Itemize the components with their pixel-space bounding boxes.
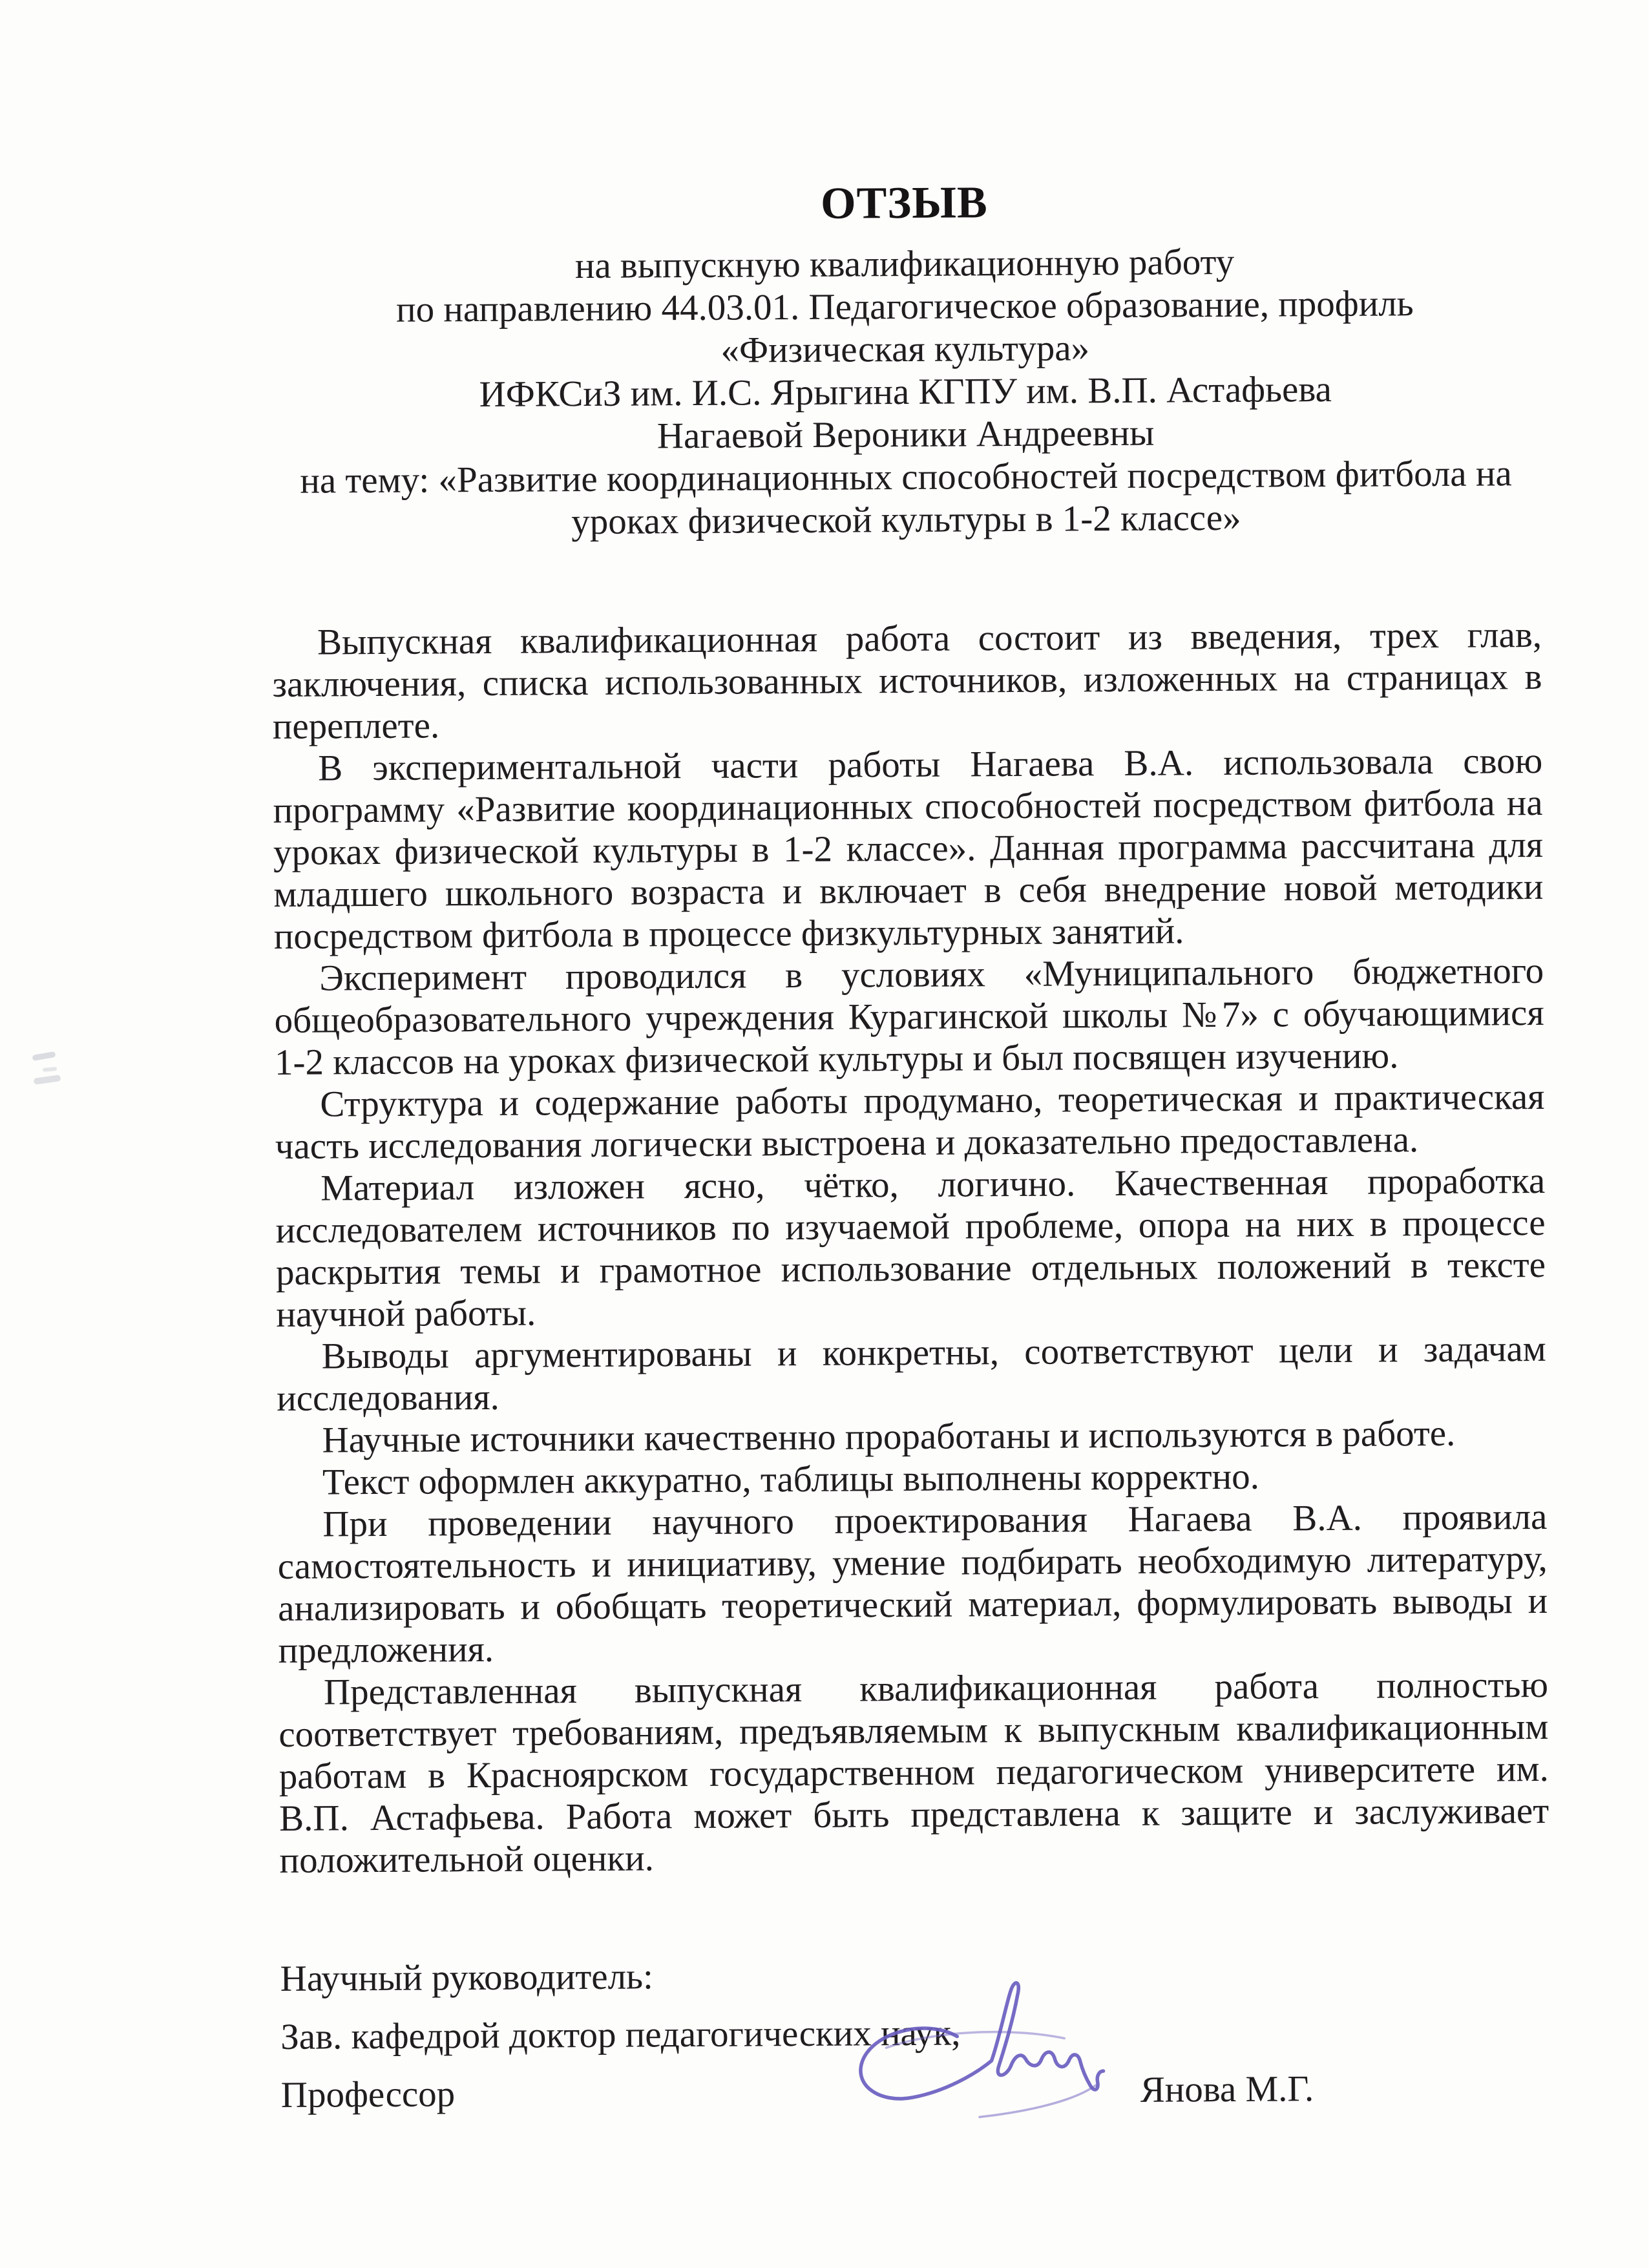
header-line: на тему: «Развитие координационных способностей посредством фитбола на — [300, 453, 1512, 501]
scan-smudge — [43, 1067, 57, 1072]
header-line: «Физическая культура» — [720, 328, 1090, 371]
paragraph: В экспериментальной части работы Нагаева В.А. использовала свою программу «Развитие координационных способностей посредством фитбола на уроках физической культуры в 1-2 классе». Данная программа рассчитана для младшего школьного возраста и включает в себя внедрение новой методики посредством фитбола в процессе физкультурных занятий. — [273, 740, 1544, 957]
paragraph: Структура и содержание работы продумано, теоретическая и практическая часть исследования логически выстроена и доказательно предоставлена. — [275, 1076, 1545, 1167]
header-line: ИФКСиЗ им. И.С. Ярыгина КГПУ им. В.П. Астафьева — [479, 368, 1332, 415]
signature-block — [280, 1942, 1551, 2125]
header-line: на выпускную квалификационную работу — [574, 241, 1235, 287]
paragraph: Текст оформлен аккуратно, таблицы выполнены корректно. — [322, 1456, 1260, 1503]
signature-tail-stroke — [980, 2085, 1096, 2117]
header-line: Нагаевой Вероники Андреевны — [656, 412, 1155, 457]
supervisor-label: Научный руководитель: — [280, 1956, 654, 1999]
paragraph: При проведении научного проектирования Нагаева В.А. проявила самостоятельность и инициативу, умение подбирать необходимую литературу, анализировать и обобщать теоретический материал, формулировать выводы и предложения. — [277, 1496, 1548, 1671]
document-header — [269, 239, 1541, 545]
paragraph: Материал изложен ясно, чётко, логично. Качественная проработка исследователем источников по изучаемой проблеме, опора на них в процессе раскрытия темы и грамотное использование отдельных положений в тексте научной работы. — [275, 1160, 1546, 1335]
header-line: уроках физической культуры в 1-2 классе» — [571, 497, 1241, 543]
scan-smudge — [34, 1075, 61, 1085]
paragraph: Выводы аргументированы и конкретны, соответствуют цели и задачам исследования. — [277, 1328, 1546, 1419]
paragraph: Научные источники качественно проработаны и используются в работе. — [322, 1412, 1456, 1461]
paragraph: Представленная выпускная квалификационная работа полностью соответствует требованиям, предъявляемым к выпускным квалификационным работам в Красноярском государственном педагогическом университете им. В.П. Астафьева. Работа может быть представлена к защите и заслуживает положительной оценки. — [278, 1664, 1549, 1881]
scan-smudge — [32, 1051, 56, 1061]
handwritten-signature-ink — [846, 1974, 1111, 2125]
document-content — [268, 0, 1551, 2125]
signer-name: Янова М.Г. — [1140, 2068, 1314, 2110]
supervisor-title: Профессор — [280, 2074, 456, 2116]
paragraph: Выпускная квалификационная работа состоит из введения, трех глав, заключения, списка использованных источников, изложенных на страницах в переплете. — [272, 614, 1542, 747]
document-title: ОТЗЫВ — [820, 178, 988, 229]
review-body — [272, 614, 1549, 1882]
signature-cross-stroke — [886, 2032, 1064, 2048]
header-line: по направлению 44.03.01. Педагогическое образование, профиль — [395, 283, 1414, 330]
paragraph: Эксперимент проводился в условиях «Муниципального бюджетного общеобразовательного учреждения Курагинской школы №7» с обучающимися 1-2 классов на уроках физической культуры и был посвящен изучению. — [274, 950, 1544, 1083]
supervisor-position-line: Зав. кафедрой доктор педагогических наук, — [280, 2012, 961, 2057]
signature-main-stroke — [860, 1982, 1104, 2099]
